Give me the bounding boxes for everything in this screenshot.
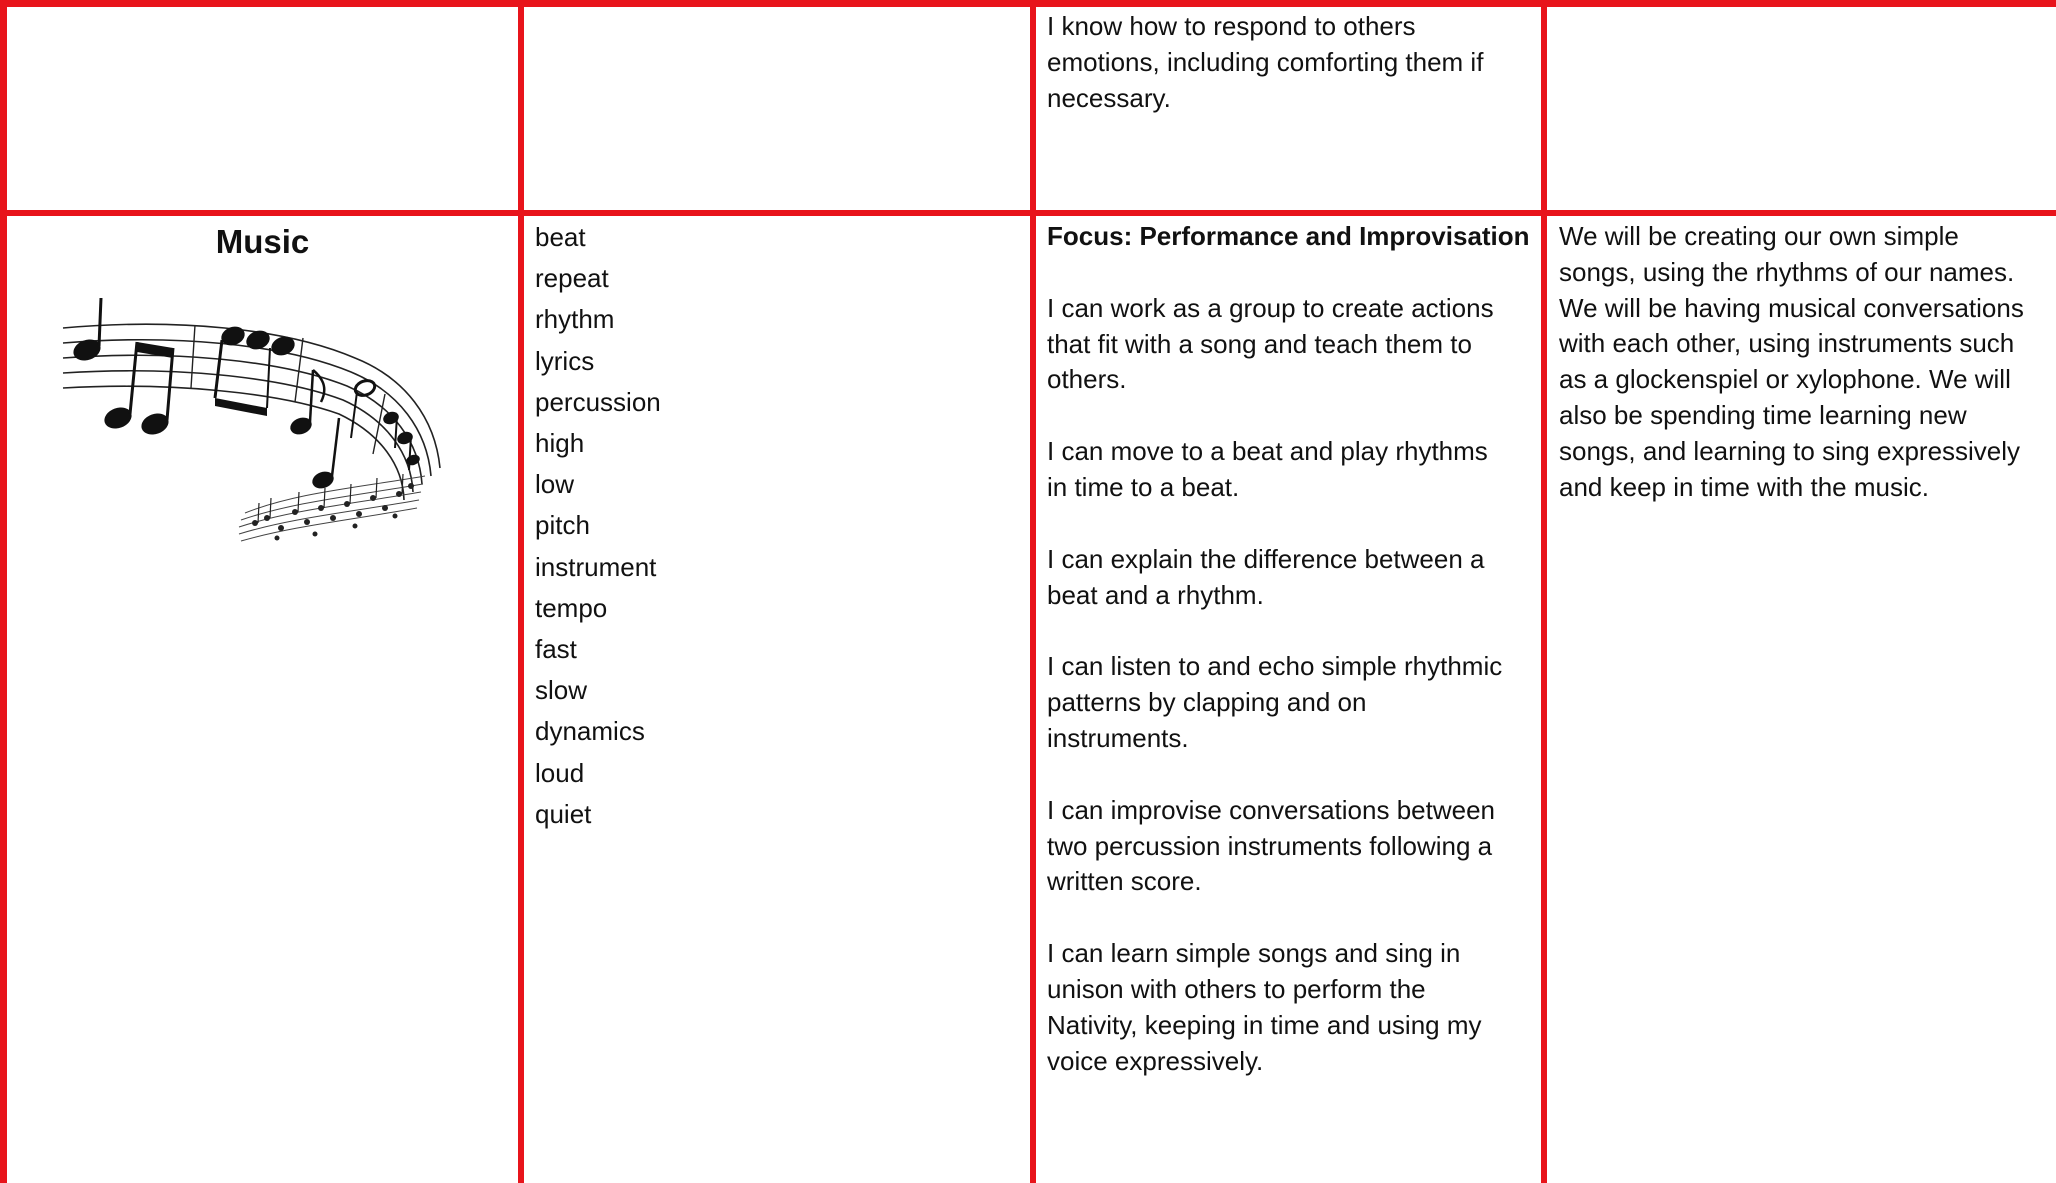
objectives-cell [1047, 219, 1537, 1115]
objective-item: I can learn simple songs and sing in unison with others to perform the Nativity, keeping in time and using my voice expressively. [1047, 938, 1482, 1076]
list-item: instrument [535, 551, 657, 582]
row1-col1-cell [7, 7, 518, 210]
list-item: loud [535, 757, 585, 788]
subject-cell [7, 216, 518, 1183]
objective-item: I can listen to and echo simple rhythmic patterns by clapping and on instruments. [1047, 651, 1503, 753]
activities-text: We will be creating our own simple songs, using the rhythms of our names. We will be having musical conversations with each other, using instruments such as a glockenspiel or xylophone. We will also be spending time learning new songs, and learning to sing expressively and keep in time with the music. [1559, 221, 2024, 502]
list-item: quiet [535, 798, 592, 829]
objective-item: I can work as a group to create actions that fit with a song and teach them to others. [1047, 292, 1494, 395]
list-item: repeat [535, 263, 609, 294]
row1-col4-cell [1547, 7, 2056, 210]
subject-title: Music [215, 223, 310, 260]
list-item: lyrics [535, 345, 595, 376]
list-item: pitch [535, 510, 590, 541]
objective-item: I can explain the difference between a beat and a rhythm. [1047, 543, 1485, 610]
objective-item: I can move to a beat and play rhythms in time to a beat. [1047, 436, 1488, 502]
objective-item: I can improvise conversations between two percussion instruments following a written score. [1047, 794, 1496, 897]
column-divider-2 [1030, 0, 1036, 1183]
list-item: rhythm [535, 304, 615, 335]
row1-objective-text: I know how to respond to others emotions, including comforting them if necessary. [1047, 11, 1484, 113]
list-item: slow [535, 675, 588, 706]
list-item: dynamics [535, 716, 645, 747]
list-item: high [535, 428, 585, 459]
table-border-top [0, 0, 2056, 7]
list-item: low [535, 469, 575, 500]
list-item: tempo [535, 592, 608, 623]
music-notes-staff-icon [55, 298, 455, 558]
list-item: fast [535, 634, 577, 665]
focus-title: Focus: Performance and Improvisation [1047, 221, 1530, 251]
table-border-left [0, 0, 7, 1183]
list-item: beat [535, 222, 586, 252]
vocabulary-list [535, 217, 1015, 835]
row1-col2-cell [524, 7, 1030, 210]
list-item: percussion [535, 386, 661, 417]
